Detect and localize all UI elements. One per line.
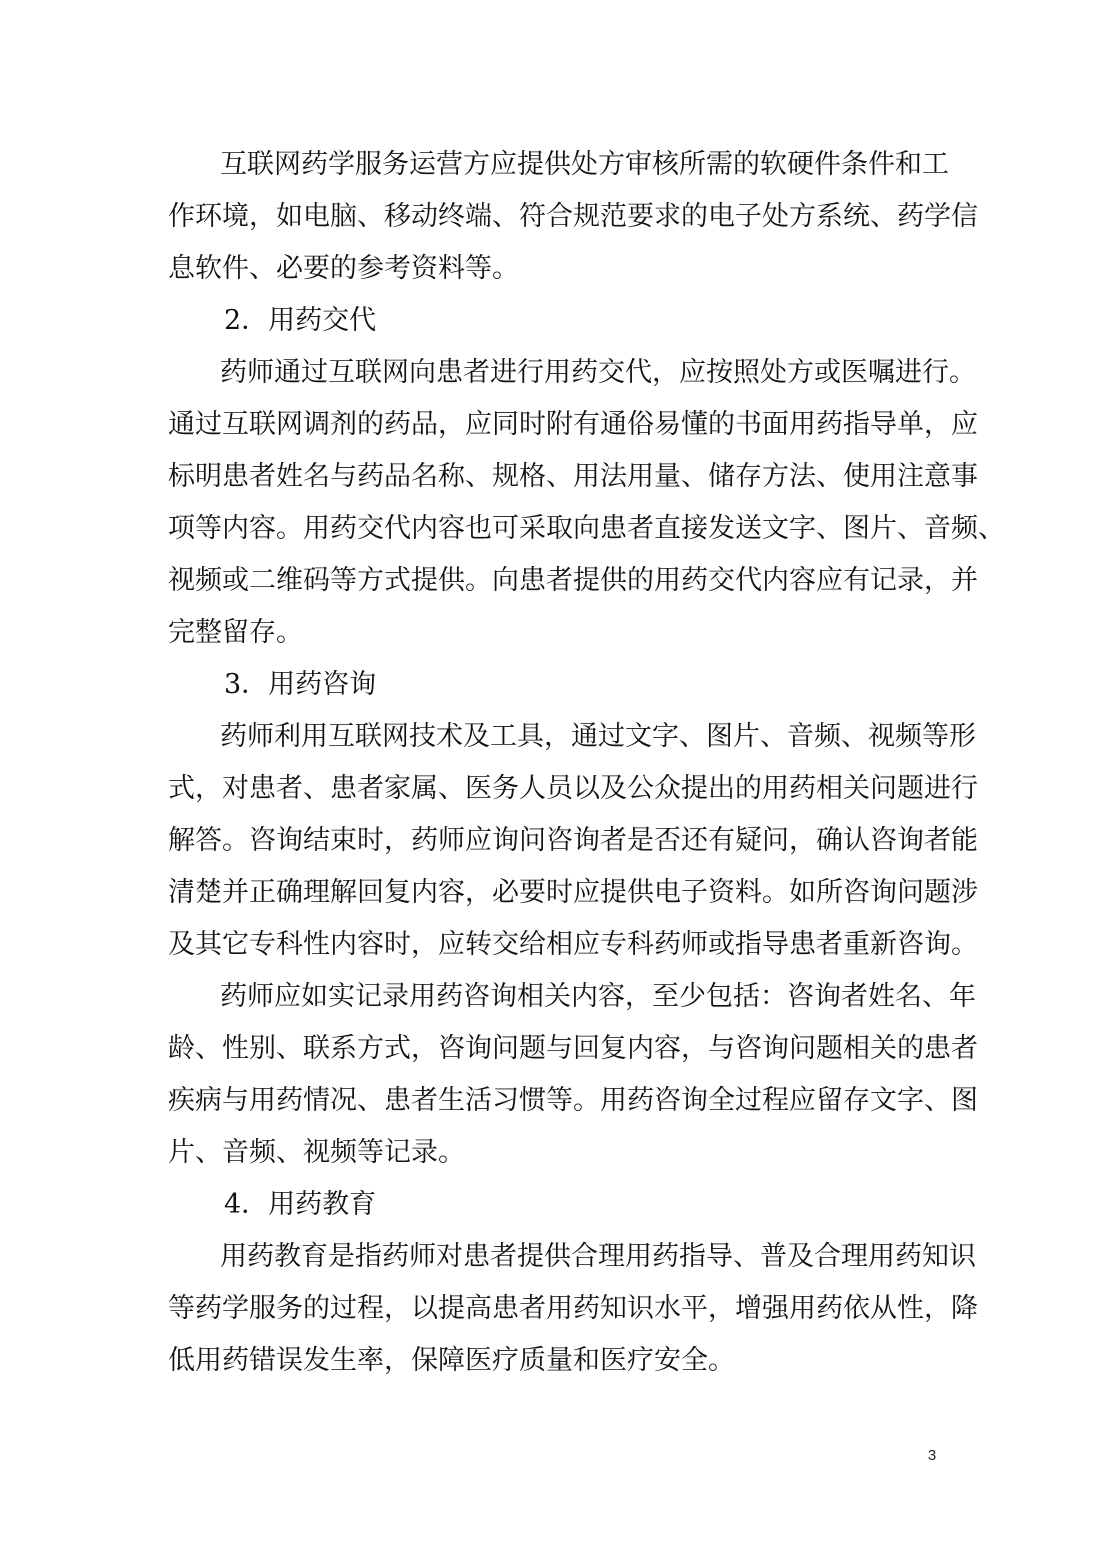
body-line: 龄、性别、联系方式，咨询问题与回复内容，与咨询问题相关的患者 xyxy=(168,1033,978,1064)
body-line: 及其它专科性内容时，应转交给相应专科药师或指导患者重新咨询。 xyxy=(168,929,978,960)
section-heading-medication-education xyxy=(168,1179,936,1231)
section-heading: 3．用药咨询 xyxy=(224,669,377,700)
paragraph-medication-consultation xyxy=(168,711,978,971)
body-line: 完整留存。 xyxy=(168,617,303,648)
page-number: 3 xyxy=(927,1447,937,1464)
section-heading-medication-consultation xyxy=(168,659,936,711)
body-line: 等药学服务的过程，以提高患者用药知识水平，增强用药依从性，降 xyxy=(168,1293,978,1324)
section-heading: 4．用药教育 xyxy=(224,1189,377,1220)
body-line: 药师利用互联网技术及工具，通过文字、图片、音频、视频等形 xyxy=(220,721,976,752)
body-line: 通过互联网调剂的药品，应同时附有通俗易懂的书面用药指导单，应 xyxy=(168,409,978,440)
section-heading-medication-instruction xyxy=(168,295,936,347)
body-line: 解答。咨询结束时，药师应询问咨询者是否还有疑问，确认咨询者能 xyxy=(168,825,978,856)
body-line: 用药教育是指药师对患者提供合理用药指导、普及合理用药知识 xyxy=(220,1241,976,1272)
body-line: 疾病与用药情况、患者生活习惯等。用药咨询全过程应留存文字、图 xyxy=(168,1085,978,1116)
body-line: 互联网药学服务运营方应提供处方审核所需的软硬件条件和工 xyxy=(220,149,949,180)
body-line: 片、音频、视频等记录。 xyxy=(168,1137,465,1168)
body-line: 息软件、必要的参考资料等。 xyxy=(168,253,519,284)
paragraph-medication-instruction xyxy=(168,347,1005,659)
body-line: 视频或二维码等方式提供。向患者提供的用药交代内容应有记录，并 xyxy=(168,565,978,596)
section-heading: 2．用药交代 xyxy=(224,305,377,336)
body-line: 低用药错误发生率，保障医疗质量和医疗安全。 xyxy=(168,1345,735,1376)
body-line: 清楚并正确理解回复内容，必要时应提供电子资料。如所咨询问题涉 xyxy=(168,877,978,908)
body-line: 药师应如实记录用药咨询相关内容，至少包括：咨询者姓名、年 xyxy=(220,981,976,1012)
document-body xyxy=(168,139,1005,1387)
body-line: 项等内容。用药交代内容也可采取向患者直接发送文字、图片、音频、 xyxy=(168,513,1005,544)
body-line: 式，对患者、患者家属、医务人员以及公众提出的用药相关问题进行 xyxy=(168,773,978,804)
paragraph-medication-education xyxy=(168,1231,978,1387)
body-line: 作环境，如电脑、移动终端、符合规范要求的电子处方系统、药学信 xyxy=(168,201,978,232)
paragraph-consultation-records xyxy=(168,971,978,1179)
body-line: 药师通过互联网向患者进行用药交代，应按照处方或医嘱进行。 xyxy=(220,357,976,388)
body-line: 标明患者姓名与药品名称、规格、用法用量、储存方法、使用注意事 xyxy=(168,461,978,492)
paragraph-software-hardware xyxy=(168,139,978,295)
